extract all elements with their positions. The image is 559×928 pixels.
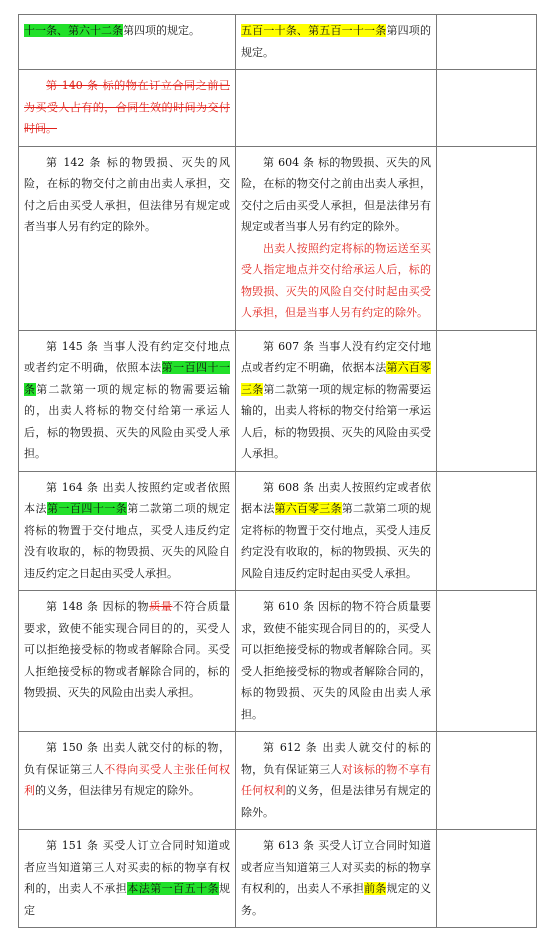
- clause-text: 第四项的规定。: [241, 24, 431, 59]
- amended-text: 不得向买受人主张任何权利: [24, 762, 231, 797]
- clause-text: 第二款第二项的规定将标的物置于交付地点，买受人违反约定没有收取的，标的物毁损、灭失的风险自违反约定时起由买受人承担。: [241, 502, 431, 580]
- old-law-cell: [19, 15, 236, 70]
- clause-text: 第 145 条 当事人没有约定交付地点或者约定不明确，依照本法: [24, 339, 230, 374]
- notes-cell: [437, 830, 537, 928]
- clause-text: 不符合质量要求，致使不能实现合同目的的，买受人可以拒绝接受标的物或者解除合同。买受人拒绝接受标的物或者解除合同的，标的物毁损、灭失的风险由出卖人承担。: [24, 600, 231, 699]
- amended-text: 出卖人按照约定将标的物运送至买受人指定地点并交付给承运人后，标的物毁损、灭失的风险自交付时起由买受人承担，但是当事人另有约定的除外。: [241, 241, 431, 319]
- table-row: [19, 330, 537, 471]
- clause-text: 第 613 条 买受人订立合同时知道或者应当知道第三人对买卖的标的物享有权利的，出卖人不承担: [241, 839, 431, 895]
- old-law-cell: [19, 471, 236, 591]
- old-law-cell: [19, 70, 236, 147]
- clause-text: 第 150 条 出卖人就交付的标的物，负有保证第三人: [24, 741, 230, 776]
- clause-paragraph: [24, 737, 230, 802]
- notes-cell: [437, 732, 537, 830]
- table-row: [19, 591, 537, 732]
- clause-paragraph: [241, 152, 431, 238]
- civil-code-cell: [236, 330, 437, 471]
- notes-cell: [437, 591, 537, 732]
- table-row: [19, 732, 537, 830]
- highlighted-reference: 十一条、第六十二条: [24, 24, 123, 37]
- civil-code-cell: [236, 591, 437, 732]
- clause-paragraph: [241, 336, 431, 465]
- clause-paragraph: [24, 835, 230, 921]
- clause-paragraph: [24, 75, 230, 140]
- clause-text: 第 608 条 出卖人按照约定或者依据本法: [241, 480, 431, 515]
- clause-paragraph: [24, 477, 230, 585]
- table-row: [19, 830, 537, 928]
- old-law-cell: [19, 591, 236, 732]
- old-law-cell: [19, 146, 236, 330]
- table-row: [19, 70, 537, 147]
- comparison-table: [18, 14, 537, 928]
- clause-paragraph: [241, 835, 431, 921]
- civil-code-cell: [236, 15, 437, 70]
- clause-text: 第 607 条 当事人没有约定交付地点或者约定不明确，依据本法: [241, 339, 431, 374]
- clause-text: 规定的义务。: [241, 882, 431, 917]
- clause-paragraph: [241, 737, 431, 823]
- clause-paragraph: [24, 152, 230, 238]
- amended-text: 对该标的物不享有任何权利: [241, 762, 431, 797]
- clause-paragraph: [24, 20, 230, 42]
- clause-text: 第 604 条 标的物毁损、灭失的风险，在标的物交付之前由出卖人承担，交付之后由买受人承担，但是法律另有规定或者当事人另有约定的除外。: [241, 155, 431, 233]
- clause-text: 的义务，但是法律另有规定的除外。: [241, 784, 431, 819]
- old-law-cell: [19, 732, 236, 830]
- civil-code-cell: [236, 70, 437, 147]
- highlighted-reference: 本法第一百五十条: [127, 882, 220, 895]
- highlighted-reference: 第一百四十一条: [24, 361, 231, 396]
- clause-paragraph: [24, 336, 230, 465]
- amended-text: 第 140 条 标的物在订立合同之前已为买受人占有的，合同生效的时间为交付时间。: [24, 79, 230, 135]
- clause-paragraph: [241, 596, 431, 725]
- clause-paragraph: [241, 238, 431, 324]
- clause-text: 第四项的规定。: [123, 24, 200, 37]
- clause-text: 第 612 条 出卖人就交付的标的物，负有保证第三人: [241, 741, 431, 776]
- highlighted-reference: 前条: [364, 882, 387, 895]
- notes-cell: [437, 330, 537, 471]
- civil-code-cell: [236, 732, 437, 830]
- clause-paragraph: [241, 477, 431, 585]
- clause-paragraph: [24, 596, 230, 704]
- notes-cell: [437, 146, 537, 330]
- notes-cell: [437, 15, 537, 70]
- clause-text: 第 148 条 因标的物: [46, 600, 150, 613]
- comparison-table-body: [19, 15, 537, 928]
- clause-text: 规定: [24, 882, 231, 917]
- old-law-cell: [19, 830, 236, 928]
- clause-text: 第二款第二项的规定将标的物置于交付地点，买受人违反约定没有收取的，标的物毁损、灭失的风险自违反约定之日起由买受人承担。: [24, 502, 231, 580]
- clause-text: 的义务，但法律另有规定的除外。: [35, 784, 200, 797]
- clause-text: 第 151 条 买受人订立合同时知道或者应当知道第三人对买卖的标的物享有权利的，出卖人不承担: [24, 839, 230, 895]
- highlighted-reference: 第六百零三条: [274, 502, 342, 515]
- civil-code-cell: [236, 146, 437, 330]
- notes-cell: [437, 471, 537, 591]
- table-row: [19, 146, 537, 330]
- table-row: [19, 471, 537, 591]
- clause-paragraph: [241, 20, 431, 63]
- table-row: [19, 15, 537, 70]
- highlighted-reference: 第一百四十一条: [46, 502, 128, 515]
- clause-text: 第二款第一项的规定标的物需要运输的，出卖人将标的物交付给第一承运人后，标的物毁损、灭失的风险由买受人承担。: [24, 382, 230, 460]
- clause-text: 第 142 条 标的物毁损、灭失的风险，在标的物交付之前由出卖人承担，交付之后由买受人承担，但法律另有规定或者当事人另有约定的除外。: [24, 155, 230, 233]
- amended-text: 质量: [149, 600, 173, 613]
- highlighted-reference: 第六百零三条: [241, 361, 431, 396]
- clause-text: 第 164 条 出卖人按照约定或者依照本法: [24, 480, 230, 515]
- highlighted-reference: 五百一十条、第五百一十一条: [241, 24, 387, 37]
- civil-code-cell: [236, 830, 437, 928]
- civil-code-cell: [236, 471, 437, 591]
- notes-cell: [437, 70, 537, 147]
- clause-text: 第 610 条 因标的物不符合质量要求，致使不能实现合同目的的，买受人可以拒绝接受标的物或者解除合同。买受人拒绝接受标的物或者解除合同的，标的物毁损、灭失的风险由出卖人承担。: [241, 600, 431, 721]
- old-law-cell: [19, 330, 236, 471]
- clause-text: 第二款第一项的规定标的物需要运输的，出卖人将标的物交付给第一承运人后，标的物毁损、灭失的风险由买受人承担。: [241, 382, 431, 460]
